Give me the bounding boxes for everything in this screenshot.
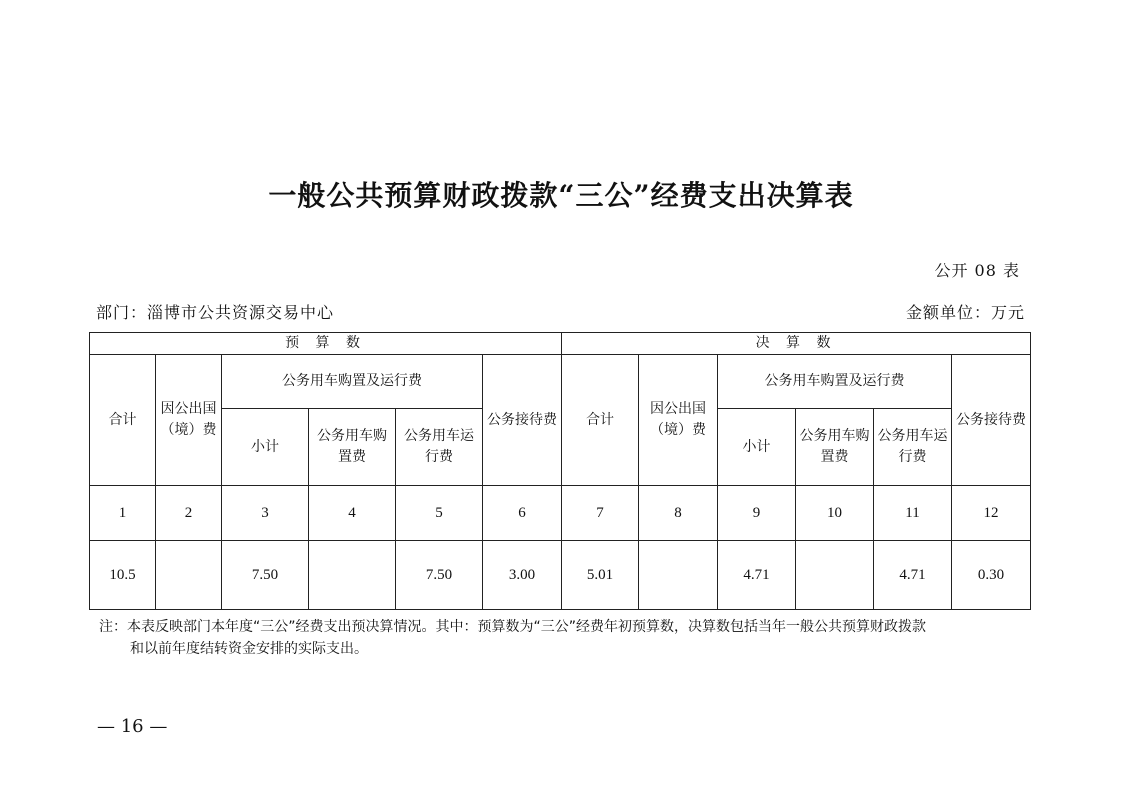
header-operation-budget: 公务用车运行费 — [396, 409, 483, 486]
column-number-row — [90, 486, 1031, 541]
footnote-line: 注：本表反映部门本年度“三公”经费支出预决算情况。其中：预算数为“三公”经费年初预算数，决算数包括当年一般公共预算财政拨款 — [99, 619, 927, 635]
column-number: 12 — [952, 486, 1031, 541]
header-final: 决 算 数 — [562, 333, 1031, 355]
value-cell: 4.71 — [718, 541, 796, 610]
column-number: 11 — [874, 486, 952, 541]
column-number: 1 — [90, 486, 156, 541]
column-number: 6 — [483, 486, 562, 541]
value-cell — [156, 541, 222, 610]
header-purchase-final: 公务用车购置费 — [796, 409, 874, 486]
page-title: 一般公共预算财政拨款“三公”经费支出决算表 — [268, 179, 854, 212]
column-number: 7 — [562, 486, 639, 541]
header-abroad-budget: 因公出国（境）费 — [156, 355, 222, 486]
expenditure-table — [89, 332, 1031, 610]
value-row — [90, 541, 1031, 610]
department-label: 部门：淄博市公共资源交易中心 — [96, 303, 335, 322]
value-cell — [639, 541, 718, 610]
value-cell: 7.50 — [396, 541, 483, 610]
header-abroad-final: 因公出国（境）费 — [639, 355, 718, 486]
column-number: 5 — [396, 486, 483, 541]
column-number: 8 — [639, 486, 718, 541]
value-cell: 5.01 — [562, 541, 639, 610]
value-cell: 0.30 — [952, 541, 1031, 610]
table-number: 公开 08 表 — [934, 261, 1020, 280]
value-cell: 3.00 — [483, 541, 562, 610]
header-subtotal-budget: 小计 — [222, 409, 309, 486]
footnote — [99, 616, 1029, 660]
value-cell: 4.71 — [874, 541, 952, 610]
header-operation-final: 公务用车运行费 — [874, 409, 952, 486]
value-cell — [796, 541, 874, 610]
column-number: 4 — [309, 486, 396, 541]
value-cell — [309, 541, 396, 610]
value-cell: 7.50 — [222, 541, 309, 610]
unit-label: 金额单位：万元 — [905, 303, 1025, 322]
header-purchase-budget: 公务用车购置费 — [309, 409, 396, 486]
header-total-budget: 合计 — [90, 355, 156, 486]
header-subtotal-final: 小计 — [718, 409, 796, 486]
value-cell: 10.5 — [90, 541, 156, 610]
column-number: 3 — [222, 486, 309, 541]
header-budget: 预 算 数 — [90, 333, 562, 355]
column-number: 10 — [796, 486, 874, 541]
header-reception-final: 公务接待费 — [952, 355, 1031, 486]
header-vehicle-final: 公务用车购置及运行费 — [718, 355, 952, 409]
page-number: — 16 — — [97, 716, 168, 737]
header-vehicle-budget: 公务用车购置及运行费 — [222, 355, 483, 409]
column-number: 2 — [156, 486, 222, 541]
footnote-line: 和以前年度结转资金安排的实际支出。 — [130, 641, 368, 657]
header-total-final: 合计 — [562, 355, 639, 486]
header-reception-budget: 公务接待费 — [483, 355, 562, 486]
column-number: 9 — [718, 486, 796, 541]
